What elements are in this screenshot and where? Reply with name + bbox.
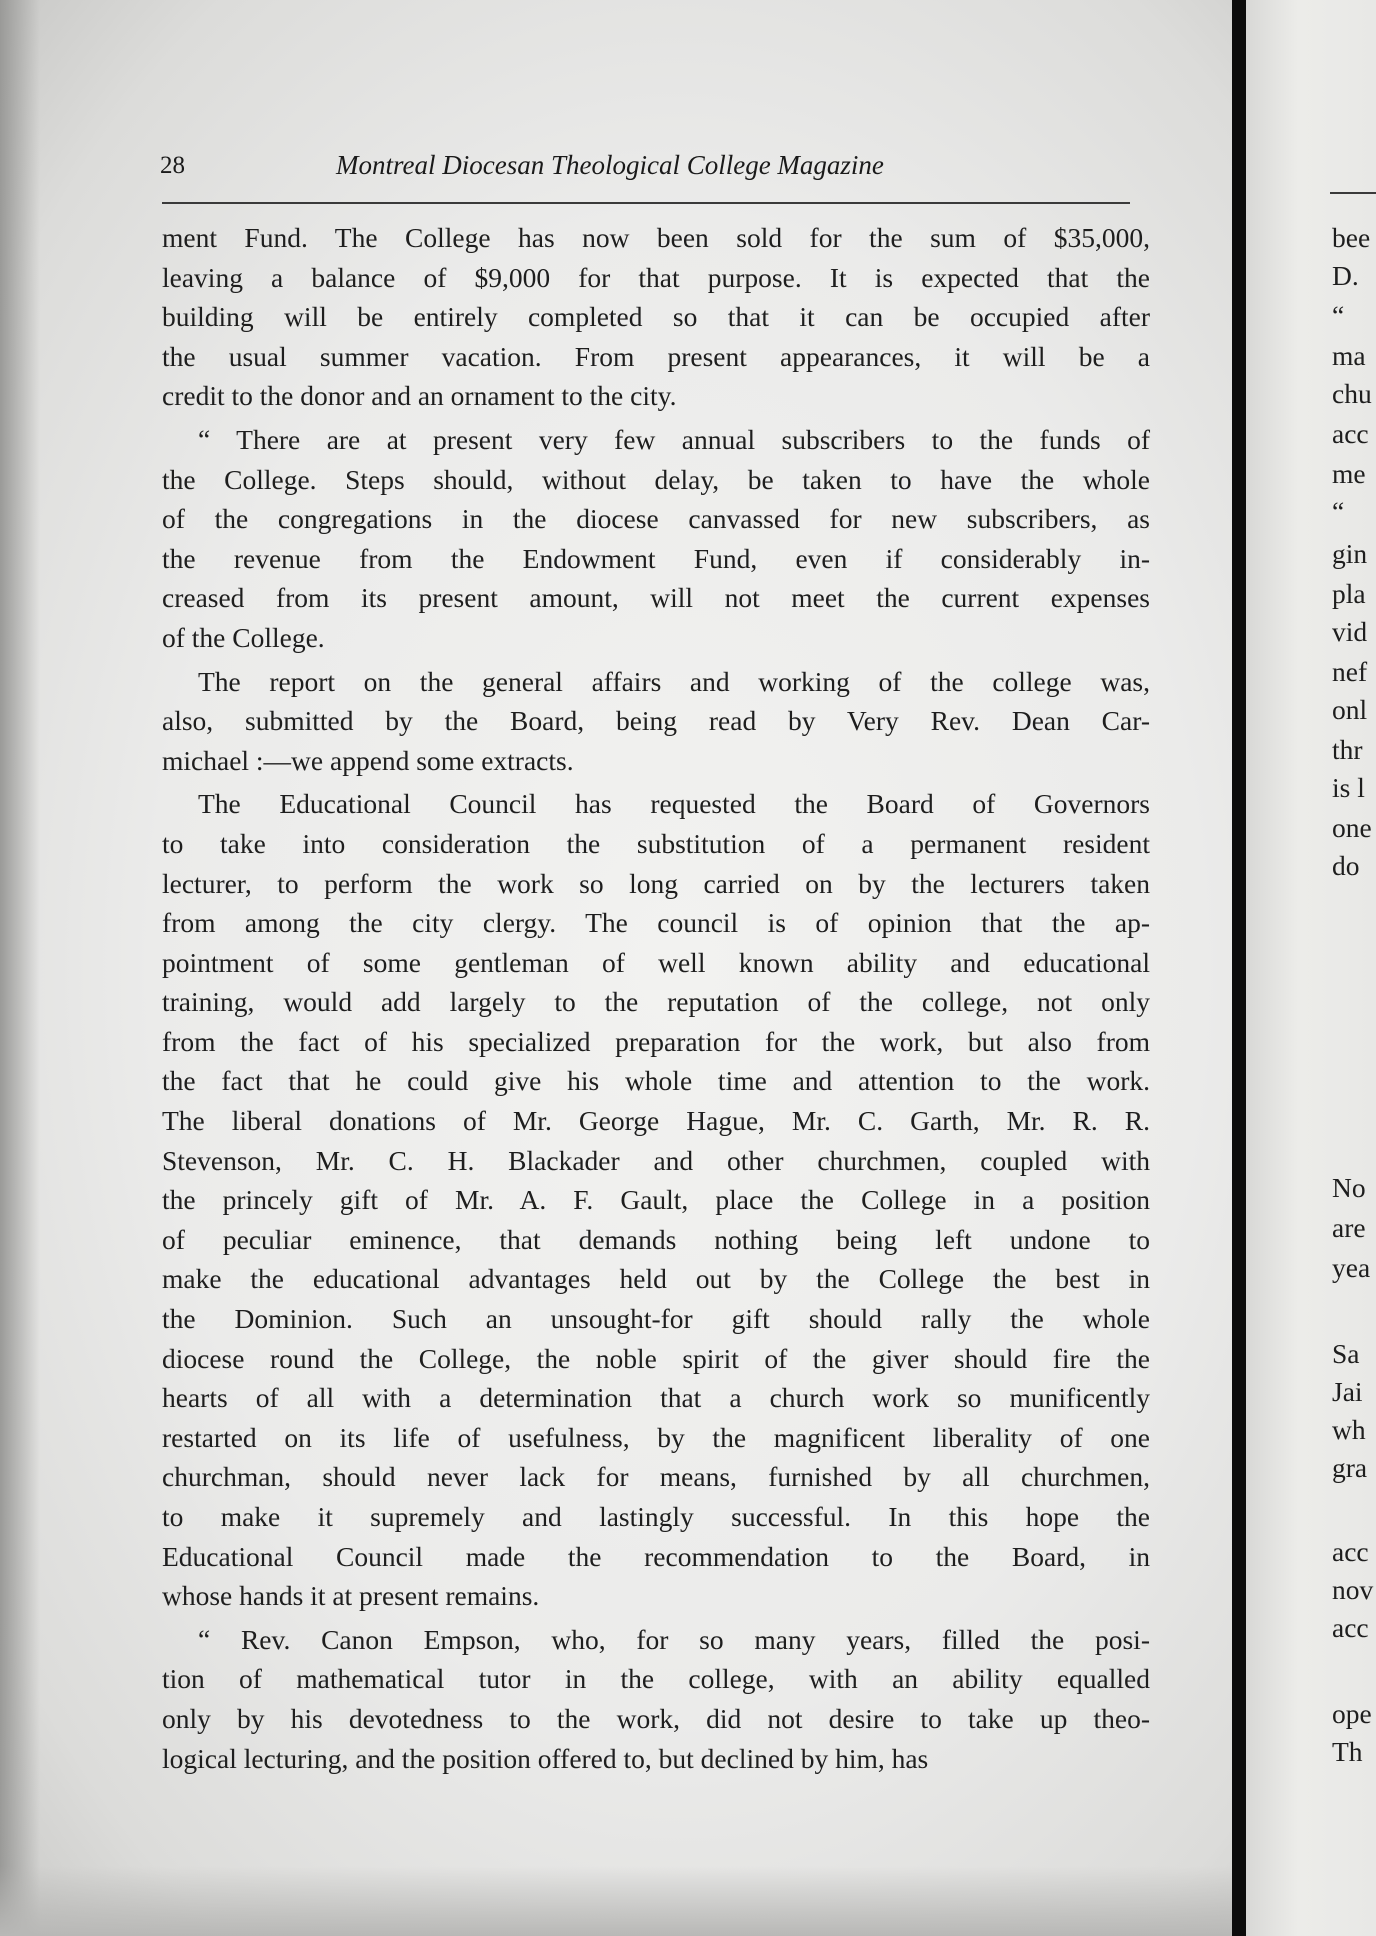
text-line: Stevenson, Mr. C. H. Blackader and other churchmen, coupled with bbox=[162, 1144, 1150, 1176]
text-line: to make it supremely and lastingly successful. In this hope the bbox=[162, 1501, 1150, 1532]
facing-text-fragment: ope bbox=[1332, 1698, 1372, 1729]
text-line: leaving a balance of $9,000 for that purpose. It is expected that the bbox=[162, 261, 1150, 293]
facing-text-fragment: acc bbox=[1332, 1536, 1369, 1567]
facing-text-fragment: No bbox=[1332, 1172, 1366, 1203]
header-rule bbox=[162, 202, 1130, 204]
running-title: Montreal Diocesan Theological College Magazine bbox=[336, 150, 884, 180]
facing-text-fragment: acc bbox=[1332, 1612, 1369, 1643]
facing-text-fragment: are bbox=[1332, 1212, 1366, 1243]
paragraph bbox=[162, 1620, 1150, 1778]
text-line: ment Fund. The College has now been sold for the sum of $35,000, bbox=[162, 222, 1150, 253]
facing-text-fragment: acc bbox=[1332, 418, 1369, 449]
text-line: restarted on its life of usefulness, by the magnificent liberality of one bbox=[162, 1421, 1150, 1453]
text-line: credit to the donor and an ornament to the city. bbox=[162, 380, 677, 412]
facing-text-fragment: yea bbox=[1332, 1252, 1371, 1283]
paragraph bbox=[162, 662, 1150, 781]
text-line: to take into consideration the substitution of a permanent resident bbox=[162, 827, 1150, 859]
text-line: training, would add largely to the reputation of the college, not only bbox=[162, 986, 1150, 1018]
facing-text-fragment: Sa bbox=[1332, 1338, 1360, 1369]
text-line: Educational Council made the recommendation to the Board, in bbox=[162, 1540, 1150, 1572]
facing-text-fragment: vid bbox=[1332, 616, 1368, 647]
facing-text-fragment: gin bbox=[1332, 538, 1368, 569]
text-line: tion of mathematical tutor in the college, with an ability equalled bbox=[162, 1663, 1150, 1695]
text-line: whose hands it at present remains. bbox=[162, 1580, 540, 1612]
text-line: the College. Steps should, without delay, be taken to have the whole bbox=[162, 463, 1150, 495]
text-line: the usual summer vacation. From present appearances, it will be a bbox=[162, 340, 1150, 372]
text-line: building will be entirely completed so that it can be occupied after bbox=[162, 301, 1150, 333]
facing-header-rule bbox=[1330, 192, 1376, 194]
text-line: also, submitted by the Board, being read by Very Rev. Dean Car- bbox=[162, 705, 1150, 737]
facing-page bbox=[1246, 0, 1376, 1936]
page-number: 28 bbox=[160, 152, 185, 179]
facing-text-fragment: nov bbox=[1332, 1574, 1374, 1605]
paragraph bbox=[162, 420, 1150, 658]
text-line: churchman, should never lack for means, furnished by all churchmen, bbox=[162, 1461, 1150, 1493]
facing-text-fragment: Th bbox=[1332, 1736, 1363, 1767]
text-line: The Educational Council has requested the Board of Governors bbox=[198, 788, 1150, 820]
facing-text-fragment: gra bbox=[1332, 1452, 1368, 1483]
text-line: The report on the general affairs and working of the college was, bbox=[198, 665, 1150, 697]
text-line: “ Rev. Canon Empson, who, for so many years, filled the posi- bbox=[198, 1623, 1150, 1655]
facing-text-fragment: thr bbox=[1332, 734, 1363, 765]
facing-text-fragment: D. bbox=[1332, 260, 1359, 291]
facing-text-fragment: chu bbox=[1332, 378, 1372, 409]
text-line: the princely gift of Mr. A. F. Gault, place the College in a position bbox=[162, 1184, 1150, 1216]
text-line: of peculiar eminence, that demands nothing being left undone to bbox=[162, 1223, 1150, 1255]
text-line: logical lecturing, and the position offered to, but declined by him, has bbox=[162, 1742, 929, 1774]
facing-text-fragment: do bbox=[1332, 850, 1360, 881]
facing-text-fragment: Jai bbox=[1332, 1376, 1363, 1407]
text-line: the Dominion. Such an unsought-for gift should rally the whole bbox=[162, 1303, 1150, 1335]
facing-text-fragment: wh bbox=[1332, 1414, 1366, 1445]
text-line: of the congregations in the diocese canvassed for new subscribers, as bbox=[162, 503, 1150, 535]
text-line: the fact that he could give his whole time and attention to the work. bbox=[162, 1065, 1150, 1097]
facing-text-fragment: is l bbox=[1332, 772, 1365, 803]
text-line: only by his devotedness to the work, did not desire to take up theo- bbox=[162, 1702, 1150, 1734]
facing-text-fragment: bee bbox=[1332, 222, 1371, 253]
text-line: diocese round the College, the noble spirit of the giver should fire the bbox=[162, 1342, 1150, 1374]
text-line: hearts of all with a determination that a church work so munificently bbox=[162, 1382, 1150, 1414]
text-line: lecturer, to perform the work so long carried on by the lecturers taken bbox=[162, 867, 1150, 899]
text-line: the revenue from the Endowment Fund, even if considerably in- bbox=[162, 542, 1150, 574]
facing-text-fragment: onl bbox=[1332, 694, 1368, 725]
facing-text-fragment: “ bbox=[1332, 300, 1345, 331]
text-line: from the fact of his specialized preparation for the work, but also from bbox=[162, 1025, 1150, 1057]
paragraph bbox=[162, 218, 1150, 416]
facing-text-fragment: nef bbox=[1332, 656, 1368, 687]
facing-text-fragment: ma bbox=[1332, 340, 1366, 371]
facing-text-fragment: me bbox=[1332, 458, 1366, 489]
facing-text-fragment: one bbox=[1332, 812, 1372, 843]
text-line: from among the city clergy. The council is of opinion that the ap- bbox=[162, 907, 1150, 939]
text-line: make the educational advantages held out by the College the best in bbox=[162, 1263, 1150, 1295]
text-line: creased from its present amount, will not meet the current expenses bbox=[162, 582, 1150, 614]
text-line: “ There are at present very few annual subscribers to the funds of bbox=[198, 423, 1150, 455]
text-line: pointment of some gentleman of well known ability and educational bbox=[162, 946, 1150, 978]
text-line: The liberal donations of Mr. George Hague, Mr. C. Garth, Mr. R. R. bbox=[162, 1105, 1150, 1137]
text-line: of the College. bbox=[162, 621, 325, 653]
paragraph bbox=[162, 784, 1150, 1615]
facing-text-fragment: pla bbox=[1332, 578, 1366, 609]
body-text bbox=[162, 218, 1150, 1778]
book-gutter bbox=[1232, 0, 1246, 1936]
text-line: michael :—we append some extracts. bbox=[162, 744, 574, 776]
page-header bbox=[160, 146, 1132, 190]
facing-text-fragment: “ bbox=[1332, 496, 1345, 527]
